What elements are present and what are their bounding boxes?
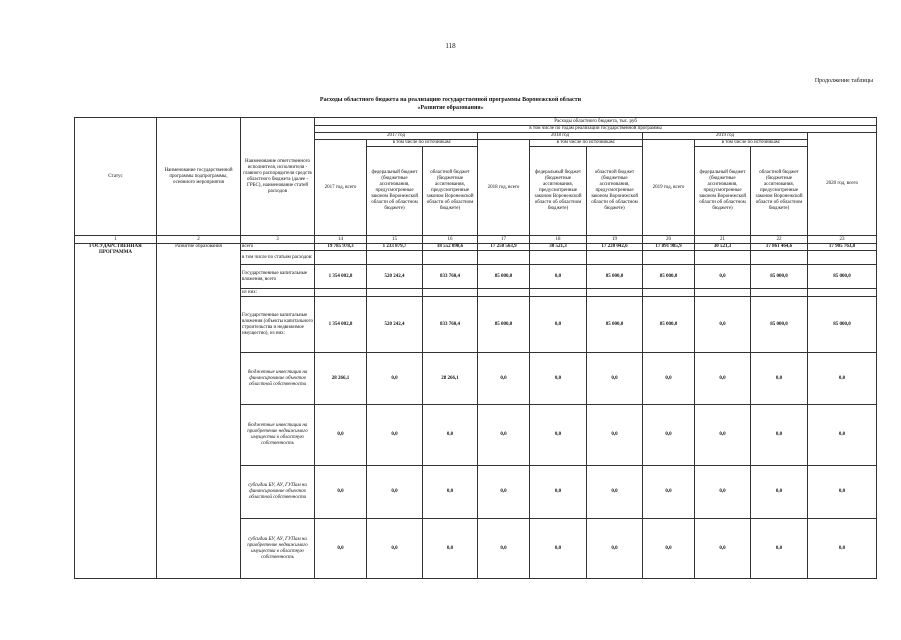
row-label: субсидии БУ, АУ, ГУПам на финансирование объектов областной собственности bbox=[241, 466, 315, 519]
program-cell: Развитие образования bbox=[157, 244, 241, 579]
value-cell: 85 000,0 bbox=[587, 297, 643, 353]
value-cell: 0,0 bbox=[367, 353, 423, 405]
header-sources-2017: в том числе по источникам: bbox=[367, 140, 478, 147]
header-total-2019: 2019 год, всего bbox=[643, 140, 695, 236]
value-cell: 30 521,3 bbox=[530, 244, 587, 251]
col-number: 19 bbox=[587, 236, 643, 244]
value-cell: 0,0 bbox=[423, 405, 478, 466]
value-cell: 17 861 464,6 bbox=[751, 244, 808, 251]
value-cell: 85 000,0 bbox=[643, 297, 695, 353]
value-cell: 0,0 bbox=[530, 265, 587, 289]
value-cell: 0,0 bbox=[695, 297, 751, 353]
value-cell: 85 000,0 bbox=[808, 297, 877, 353]
row-label: бюджетные инвестиции на финансирование объектов областной собственности bbox=[241, 353, 315, 405]
value-cell: 19 785 978,3 bbox=[315, 244, 367, 251]
value-cell: 28 266,1 bbox=[315, 353, 367, 405]
col-number: 17 bbox=[478, 236, 530, 244]
value-cell: 0,0 bbox=[695, 466, 751, 519]
col-number: 2 bbox=[157, 236, 241, 244]
header-year-2019: 2019 год bbox=[643, 133, 808, 140]
row-label: всего bbox=[241, 244, 315, 251]
value-cell: 0,0 bbox=[423, 466, 478, 519]
header-total-2020: 2020 год, всего bbox=[808, 133, 877, 236]
header-status: Статус bbox=[75, 118, 157, 236]
header-total-2018: 2018 год, всего bbox=[478, 140, 530, 236]
column-numbers-row bbox=[75, 236, 877, 244]
value-cell: 28 266,1 bbox=[423, 353, 478, 405]
value-cell: 85 000,0 bbox=[587, 265, 643, 289]
table-header bbox=[75, 118, 877, 244]
table-row bbox=[75, 244, 877, 251]
value-cell: 0,0 bbox=[808, 466, 877, 519]
row-label: Государственные капитальные вложения (объекты капитального строительства и недвижимое имущество), из них: bbox=[241, 297, 315, 353]
col-number: 14 bbox=[315, 236, 367, 244]
header-by-years: в том числе по годам реализации государственной программы bbox=[315, 126, 877, 133]
value-cell: 0,0 bbox=[530, 519, 587, 579]
value-cell: 0,0 bbox=[643, 353, 695, 405]
row-label: Государственные капитальные вложения, всего bbox=[241, 265, 315, 289]
value-cell: 0,0 bbox=[530, 466, 587, 519]
document-title bbox=[0, 96, 901, 112]
col-number: 22 bbox=[751, 236, 808, 244]
col-number: 20 bbox=[643, 236, 695, 244]
value-cell: 520 242,4 bbox=[367, 265, 423, 289]
header-regional-2019: областной бюджет (бюджетные ассигнования, предусмотренные законом Воронежской области об областном бюджете) bbox=[751, 147, 808, 236]
value-cell: 0,0 bbox=[695, 519, 751, 579]
col-number: 21 bbox=[695, 236, 751, 244]
value-cell: 0,0 bbox=[530, 353, 587, 405]
value-cell: 85 000,0 bbox=[643, 265, 695, 289]
value-cell: 0,0 bbox=[751, 519, 808, 579]
value-cell: 833 760,4 bbox=[423, 297, 478, 353]
value-cell: 0,0 bbox=[695, 265, 751, 289]
value-cell: 0,0 bbox=[643, 519, 695, 579]
value-cell: 0,0 bbox=[478, 353, 530, 405]
table-body bbox=[75, 244, 877, 579]
value-cell: 17 220 042,6 bbox=[587, 244, 643, 251]
header-program-name: Наименование государственной программы подпрограммы, основного мероприятия bbox=[157, 118, 241, 236]
value-cell: 0,0 bbox=[587, 466, 643, 519]
continued-label: Продолжение таблицы bbox=[814, 78, 873, 84]
header-sources-2019: в том числе по источникам: bbox=[695, 140, 808, 147]
value-cell: 0,0 bbox=[530, 297, 587, 353]
col-number: 3 bbox=[241, 236, 315, 244]
value-cell: 0,0 bbox=[695, 405, 751, 466]
header-year-2017: 2017 год bbox=[315, 133, 478, 140]
col-number: 18 bbox=[530, 236, 587, 244]
header-federal-2019: федеральный бюджет (бюджетные ассигнования, предусмотренные законом Воронежской области об областном бюджете) bbox=[695, 147, 751, 236]
col-number: 23 bbox=[808, 236, 877, 244]
value-cell: 0,0 bbox=[695, 353, 751, 405]
value-cell: 18 552 098,6 bbox=[423, 244, 478, 251]
value-cell: 0,0 bbox=[478, 466, 530, 519]
value-cell: 0,0 bbox=[751, 466, 808, 519]
row-label: из них: bbox=[241, 289, 315, 297]
value-cell: 1 354 002,8 bbox=[315, 265, 367, 289]
header-federal-2018: федеральный бюджет (бюджетные ассигнования, предусмотренные законом Воронежской области об областном бюджете) bbox=[530, 147, 587, 236]
value-cell: 1 354 002,8 bbox=[315, 297, 367, 353]
budget-table bbox=[74, 117, 877, 579]
value-cell: 85 000,0 bbox=[478, 297, 530, 353]
value-cell: 85 000,0 bbox=[808, 265, 877, 289]
title-line-1: Расходы областного бюджета на реализацию государственной программы Воронежской области bbox=[319, 97, 582, 103]
value-cell: 85 000,0 bbox=[751, 297, 808, 353]
value-cell: 0,0 bbox=[587, 405, 643, 466]
header-year-2018: 2018 год bbox=[478, 133, 643, 140]
header-executor: Наименование ответственного исполнителя, исполнителя - главного распорядителя средств областного бюджета (далее - ГРБС), наименование статей расходов bbox=[241, 118, 315, 236]
title-line-2: «Развитие образования» bbox=[417, 105, 484, 111]
value-cell: 0,0 bbox=[530, 405, 587, 466]
value-cell: 520 242,4 bbox=[367, 297, 423, 353]
value-cell: 17 905 763,8 bbox=[808, 244, 877, 251]
value-cell: 0,0 bbox=[808, 519, 877, 579]
value-cell: 0,0 bbox=[587, 353, 643, 405]
value-cell: 0,0 bbox=[751, 353, 808, 405]
header-total-2017: 2017 год, всего bbox=[315, 140, 367, 236]
col-number: 16 bbox=[423, 236, 478, 244]
status-cell: ГОСУДАРСТВЕННАЯ ПРОГРАММА bbox=[75, 244, 157, 579]
header-sources-2018: в том числе по источникам: bbox=[530, 140, 643, 147]
value-cell: 0,0 bbox=[478, 405, 530, 466]
value-cell: 0,0 bbox=[315, 466, 367, 519]
value-cell: 0,0 bbox=[751, 405, 808, 466]
value-cell: 0,0 bbox=[367, 519, 423, 579]
header-regional-2018: областной бюджет (бюджетные ассигнования, предусмотренные законом Воронежской области об областном бюджете) bbox=[587, 147, 643, 236]
value-cell: 85 000,0 bbox=[751, 265, 808, 289]
row-label: бюджетные инвестиции на приобретение недвижимого имущества в областную собственность bbox=[241, 405, 315, 466]
value-cell: 0,0 bbox=[423, 519, 478, 579]
value-cell: 1 233 879,7 bbox=[367, 244, 423, 251]
value-cell: 0,0 bbox=[367, 405, 423, 466]
value-cell: 0,0 bbox=[315, 519, 367, 579]
row-label: субсидии БУ, АУ, ГУПам на приобретение недвижимого имущества в областную собственность bbox=[241, 519, 315, 579]
value-cell: 17 891 985,9 bbox=[643, 244, 695, 251]
value-cell: 0,0 bbox=[478, 519, 530, 579]
value-cell: 833 760,4 bbox=[423, 265, 478, 289]
col-number: 15 bbox=[367, 236, 423, 244]
value-cell: 17 250 563,9 bbox=[478, 244, 530, 251]
row-label: в том числе по статьям расходов: bbox=[241, 251, 315, 265]
page-number: 118 bbox=[445, 42, 456, 50]
header-federal-2017: федеральный бюджет (бюджетные ассигнования, предусмотренные законом Воронежской области об областном бюджете) bbox=[367, 147, 423, 236]
value-cell: 0,0 bbox=[367, 466, 423, 519]
value-cell: 85 000,0 bbox=[478, 265, 530, 289]
value-cell: 0,0 bbox=[643, 405, 695, 466]
header-regional-2017: областной бюджет (бюджетные ассигнования, предусмотренные законом Воронежской области об областном бюджете) bbox=[423, 147, 478, 236]
value-cell: 0,0 bbox=[587, 519, 643, 579]
header-budget-expenses: Расходы областного бюджета, тыс. руб bbox=[315, 118, 877, 126]
value-cell: 0,0 bbox=[315, 405, 367, 466]
value-cell: 0,0 bbox=[643, 466, 695, 519]
value-cell: 30 521,3 bbox=[695, 244, 751, 251]
value-cell: 0,0 bbox=[808, 353, 877, 405]
col-number: 1 bbox=[75, 236, 157, 244]
value-cell: 0,0 bbox=[808, 405, 877, 466]
